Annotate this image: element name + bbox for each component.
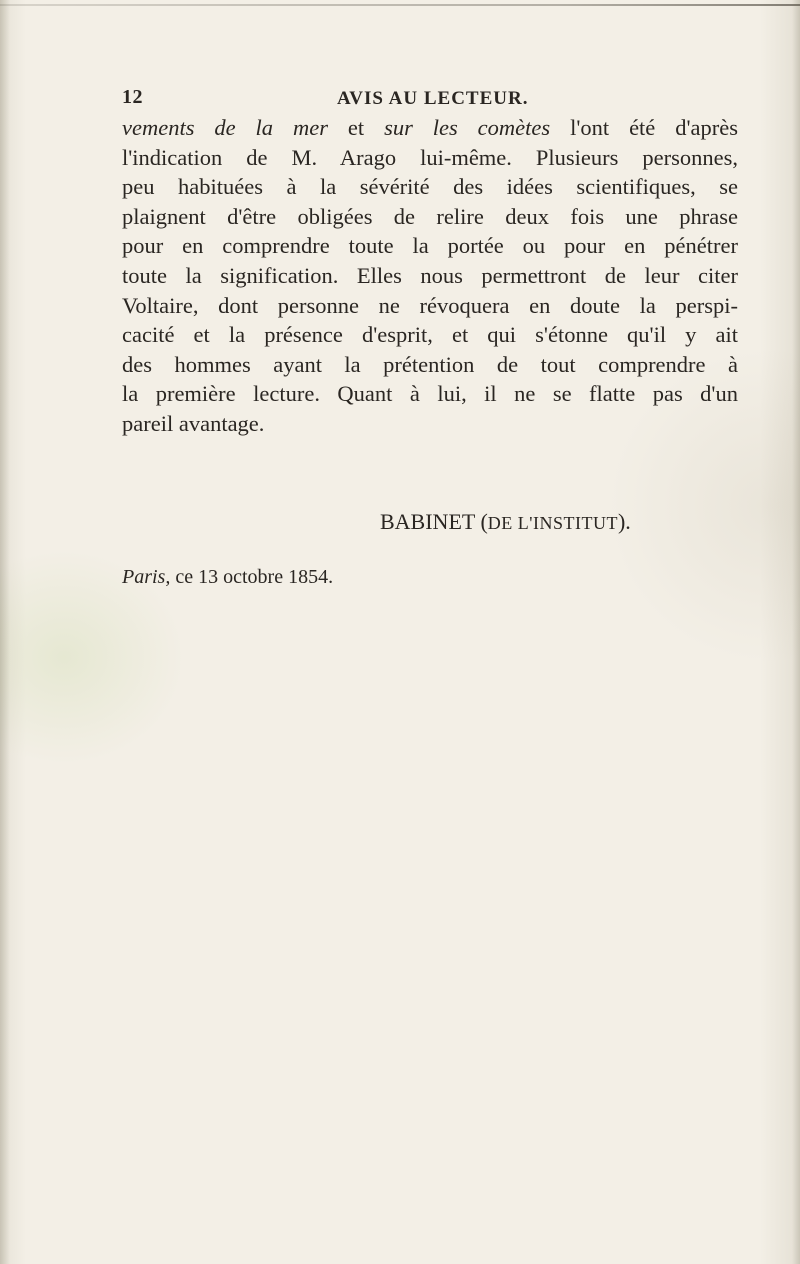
body-paragraph <box>122 113 738 439</box>
dateline-place: Paris, <box>122 566 171 588</box>
author-affiliation: DE L'INSTITUT <box>487 513 618 533</box>
author-name: BABINET <box>380 509 475 534</box>
text-line-2: l'indication de M. Arago lui-même. Plusieurs personnes, <box>122 144 738 170</box>
text-line-5: pour en comprendre toute la portée ou pour en pénétrer <box>122 233 738 259</box>
dateline <box>122 566 333 589</box>
text-line-3: peu habituées à la sévérité des idées scientifiques, se <box>122 174 738 200</box>
text-line-8: cacité et la présence d'esprit, et qui s'étonne qu'il y ait <box>122 322 738 348</box>
text-line-6: toute la signification. Elles nous permettront de leur citer <box>122 262 738 288</box>
text-line-4: plaignent d'être obligées de relire deux fois une phrase <box>122 203 738 229</box>
text-line-9: des hommes ayant la prétention de tout comprendre à <box>122 351 738 377</box>
page-left-edge <box>0 0 10 1264</box>
signature-close-paren: ). <box>617 509 631 534</box>
italic-phrase-cometes: sur les comètes <box>384 115 551 140</box>
dateline-date: ce 13 octobre 1854. <box>170 566 334 588</box>
text-line-7: Voltaire, dont personne ne révoquera en doute la perspi- <box>122 292 738 318</box>
page-header <box>122 86 742 110</box>
page-right-edge <box>792 0 800 1264</box>
text-segment: l'ont été d'après <box>550 115 738 140</box>
text-line-10: la première lecture. Quant à lui, il ne se flatte pas d'un <box>122 381 738 407</box>
author-signature <box>380 509 631 535</box>
signature-open-paren: ( <box>474 509 488 534</box>
text-segment: et <box>327 115 385 140</box>
running-head: AVIS AU LECTEUR. <box>337 88 529 109</box>
page-number: 12 <box>122 86 143 108</box>
text-line-1 <box>122 113 738 143</box>
page-top-edge <box>0 4 800 6</box>
text-line-11: pareil avantage. <box>122 410 265 436</box>
italic-phrase-mer: vements de la mer <box>122 115 328 140</box>
